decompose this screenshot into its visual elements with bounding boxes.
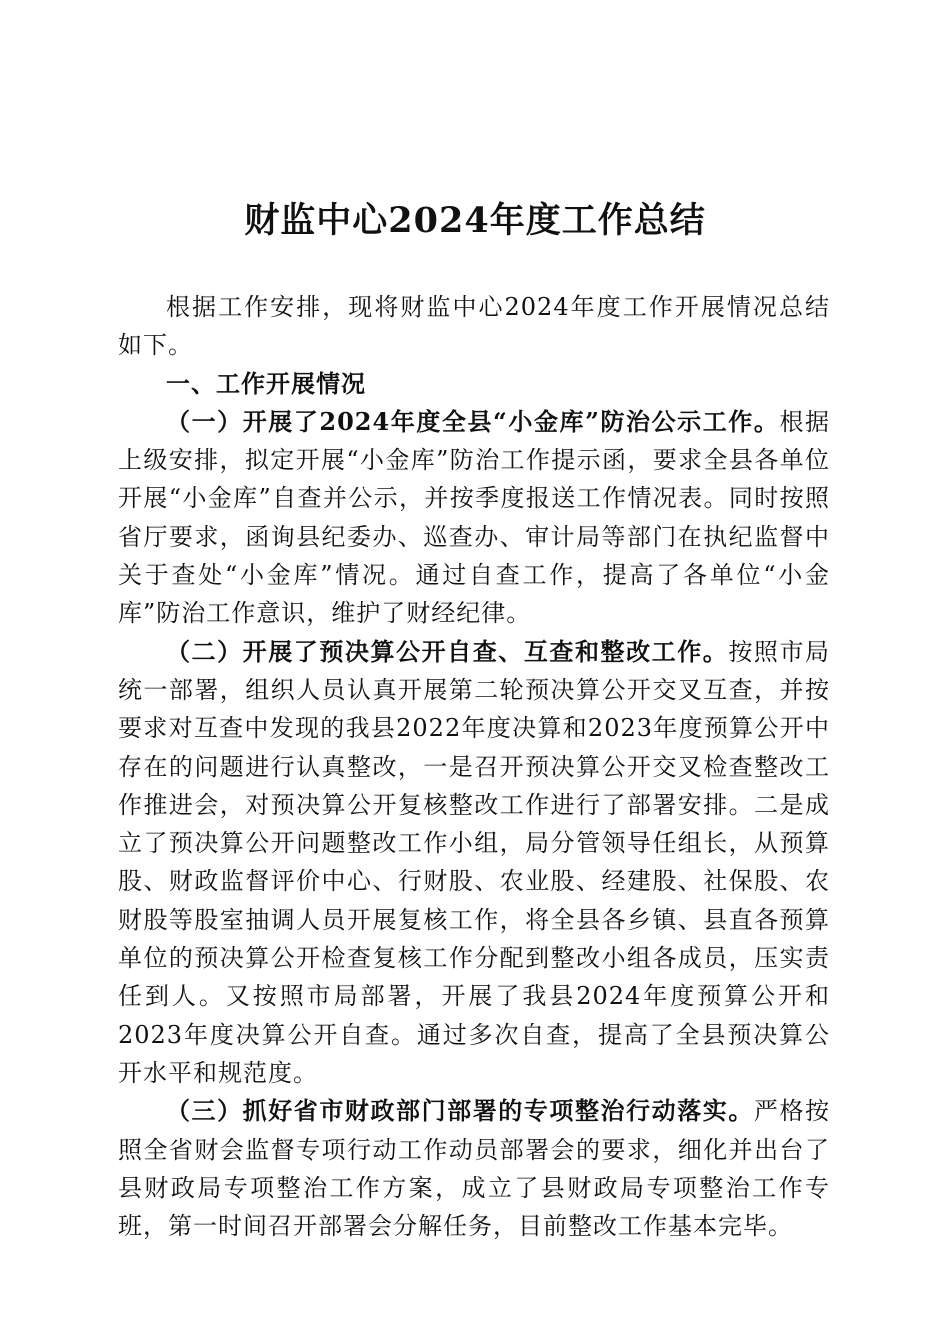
item-lead: （一）开展了2024年度全县“小金库”防治公示工作。 (166, 406, 780, 436)
item-text: 按照市局统一部署，组织人员认真开展第二轮预决算公开交叉互查，并按要求对互查中发现的我县2022年度决算和2023年度预算公开中存在的问题进行认真整改，一是召开预决算公开交叉检查整改工作推进会，对预决算公开复核整改工作进行了部署安排。二是成立了预决算公开问题整改工作小组，局分管领导任组长，从预算股、财政监督评价中心、行财股、农业股、经建股、社保股、农财股等股室抽调人员开展复核工作，将全县各乡镇、县直各预算单位的预决算公开检查复核工作分配到整改小组各成员，压实责任到人。又按照市局部署，开展了我县2024年度预算公开和2023年度决算公开自查。通过多次自查，提高了全县预决算公开水平和规范度。 (118, 637, 831, 1087)
intro-paragraph: 根据工作安排，现将财监中心2024年度工作开展情况总结如下。 (118, 293, 830, 360)
item-text: 根据上级安排，拟定开展“小金库”防治工作提示函，要求全县各单位开展“小金库”自查并公示，并按季度报送工作情况表。同时按照省厅要求，函询县纪委办、巡查办、审计局等部门在执纪监督中关于查处“小金库”情况。通过自查工作，提高了各单位“小金库”防治工作意识，维护了财经纪律。 (118, 407, 831, 628)
paragraph-item-3 (118, 1092, 830, 1245)
document-title: 财监中心2024年度工作总结 (244, 200, 706, 241)
item-lead: （二）开展了预决算公开自查、互查和整改工作。 (166, 636, 729, 666)
item-lead: （三）抓好省市财政部门部署的专项整治行动落实。 (166, 1096, 754, 1126)
document-body (118, 288, 830, 1245)
item-text: 严格按照全省财会监督专项行动工作动员部署会的要求，细化并出台了县财政局专项整治工作方案，成立了县财政局专项整治工作专班，第一时间召开部署会分解任务，目前整改工作基本完毕。 (118, 1097, 831, 1241)
paragraph-item-2 (118, 633, 830, 1093)
section-heading: 一、工作开展情况 (166, 369, 366, 398)
paragraph-item-1 (118, 403, 830, 633)
